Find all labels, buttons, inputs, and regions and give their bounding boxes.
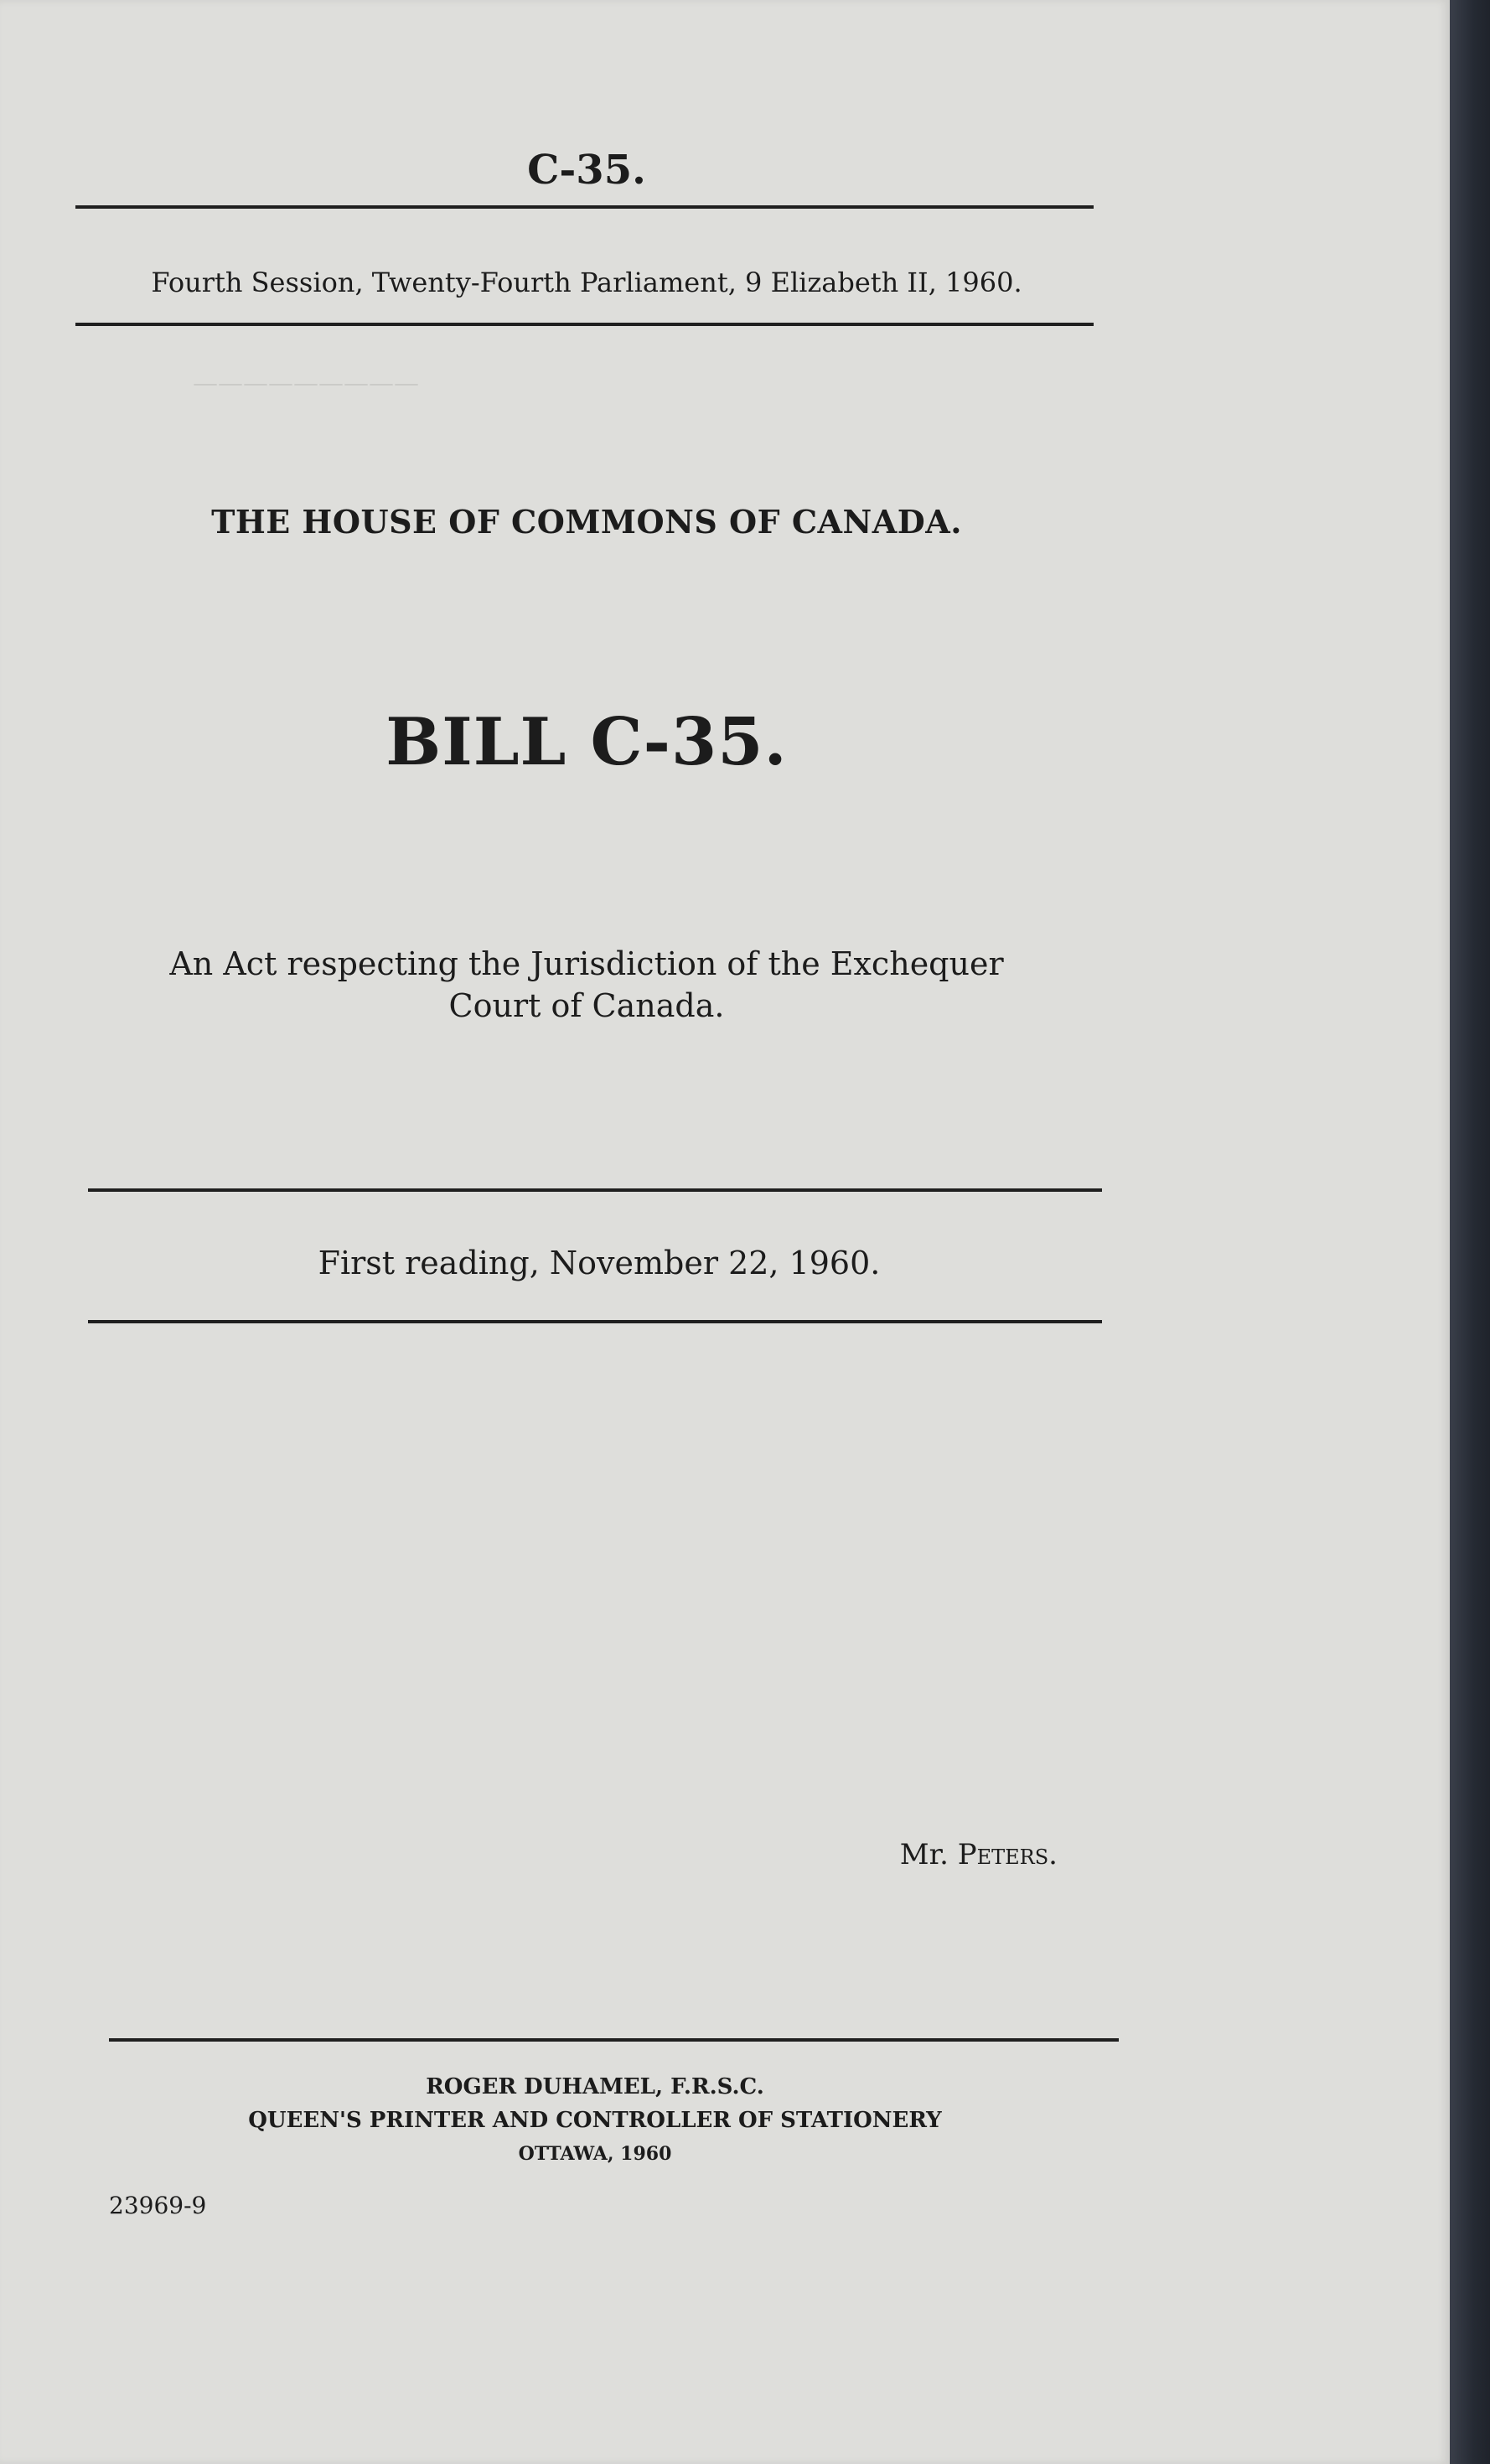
session-line: Fourth Session, Twenty-Fourth Parliament, 9 Elizabeth II, 1960. [151,267,1022,298]
binding-edge [1450,0,1490,2464]
reading-rule-bottom [88,1320,1102,1323]
printer-name: ROGER DUHAMEL, F.R.S.C. [426,2074,764,2099]
house-heading: THE HOUSE OF COMMONS OF CANADA. [211,503,962,541]
bill-title: BILL C-35. [385,704,788,780]
bill-number-header: C-35. [527,147,646,194]
sponsor-prefix: Mr. [899,1838,949,1871]
show-through-text: ————————— [193,369,419,398]
act-title [126,943,1048,1027]
top-rule-2 [75,323,1094,326]
printer-title: QUEEN'S PRINTER AND CONTROLLER OF STATIONERY [248,2108,942,2133]
printer-place: OTTAWA, 1960 [518,2143,672,2165]
document-number: 23969-9 [109,2192,207,2219]
printer-rule [109,2038,1119,2042]
reading-rule-top [88,1188,1102,1192]
act-title-line-1: An Act respecting the Jurisdiction of the Exchequer [169,945,1004,982]
sponsor-name: Peters. [957,1838,1058,1871]
first-reading-line: First reading, November 22, 1960. [318,1245,881,1281]
act-title-line-2: Court of Canada. [448,987,725,1024]
printer-block [151,2070,1039,2171]
top-rule-1 [75,205,1094,209]
sponsor-line [900,1838,1058,1871]
